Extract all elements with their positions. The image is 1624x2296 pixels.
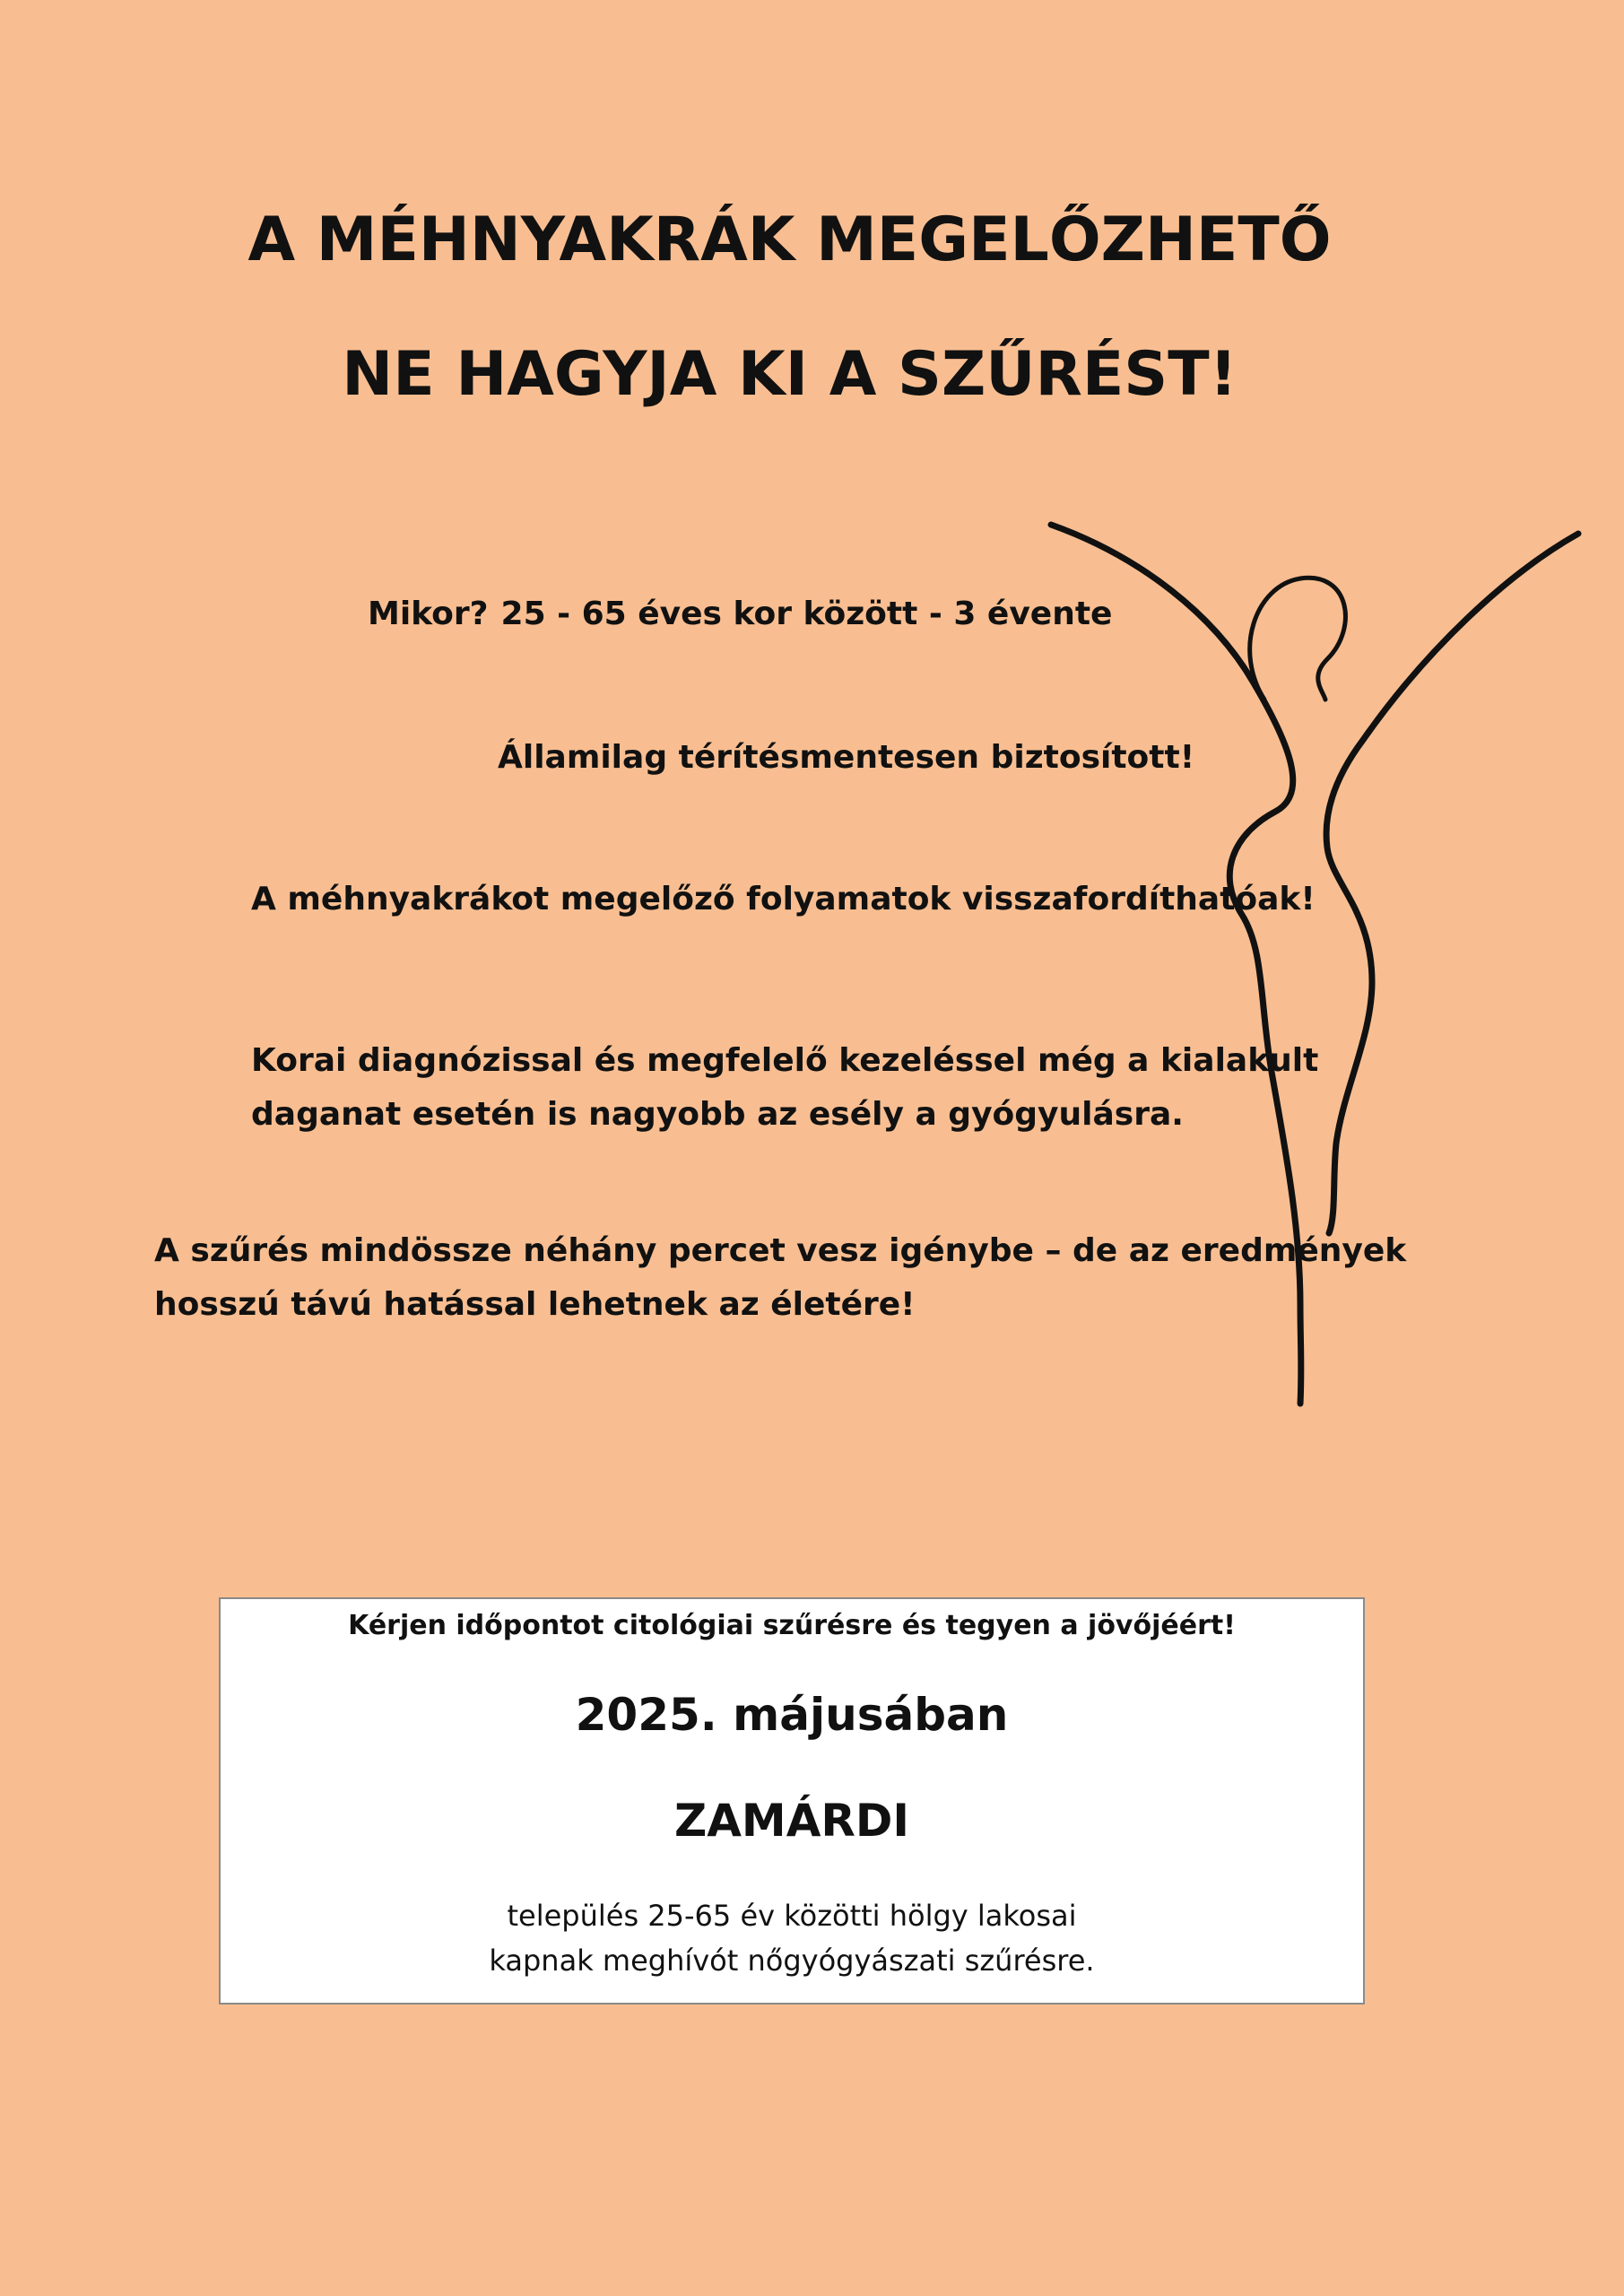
screening-date: 2025. májusában (575, 1689, 1009, 1741)
when-value: 25 - 65 éves kor között - 3 évente (500, 596, 1113, 632)
reversible-text: A méhnyakrákot megelőző folyamatok visszafordíthatóak! (251, 881, 1316, 918)
invitation-line-1: település 25-65 év közötti hölgy lakosai (507, 1899, 1077, 1933)
early-diagnosis-line-2: daganat esetén is nagyobb az esély a gyógyulásra. (251, 1096, 1184, 1133)
when-label: Mikor? (368, 596, 489, 632)
screening-location: ZAMÁRDI (673, 1795, 909, 1847)
right-arm-stroke (1326, 534, 1578, 1233)
left-arm-stroke (1051, 525, 1301, 1404)
quick-screening-line-2: hosszú távú hatással lehetnek az életére! (154, 1286, 916, 1323)
quick-screening-line-1: A szűrés mindössze néhány percet vesz igénybe – de az eredmények (154, 1232, 1407, 1269)
when-line (368, 587, 1112, 641)
woman-silhouette-icon (1040, 516, 1596, 1413)
appointment-box (219, 1597, 1365, 2005)
invitation-text (221, 1893, 1363, 1983)
invitation-line-2: kapnak meghívót nőgyógyászati szűrésre. (489, 1944, 1095, 1978)
free-of-charge-text: Államilag térítésmentesen biztosított! (498, 739, 1195, 776)
headline-dont-skip: NE HAGYJA KI A SZŰRÉST! (342, 339, 1238, 410)
head-stroke (1250, 578, 1346, 700)
headline-prevention: A MÉHNYAKRÁK MEGELŐZHETŐ (248, 204, 1332, 275)
appointment-call-to-action: Kérjen időpontot citológiai szűrésre és tegyen a jövőjéért! (348, 1610, 1236, 1641)
early-diagnosis-line-1: Korai diagnózissal és megfelelő kezeléssel még a kialakult (251, 1042, 1319, 1079)
